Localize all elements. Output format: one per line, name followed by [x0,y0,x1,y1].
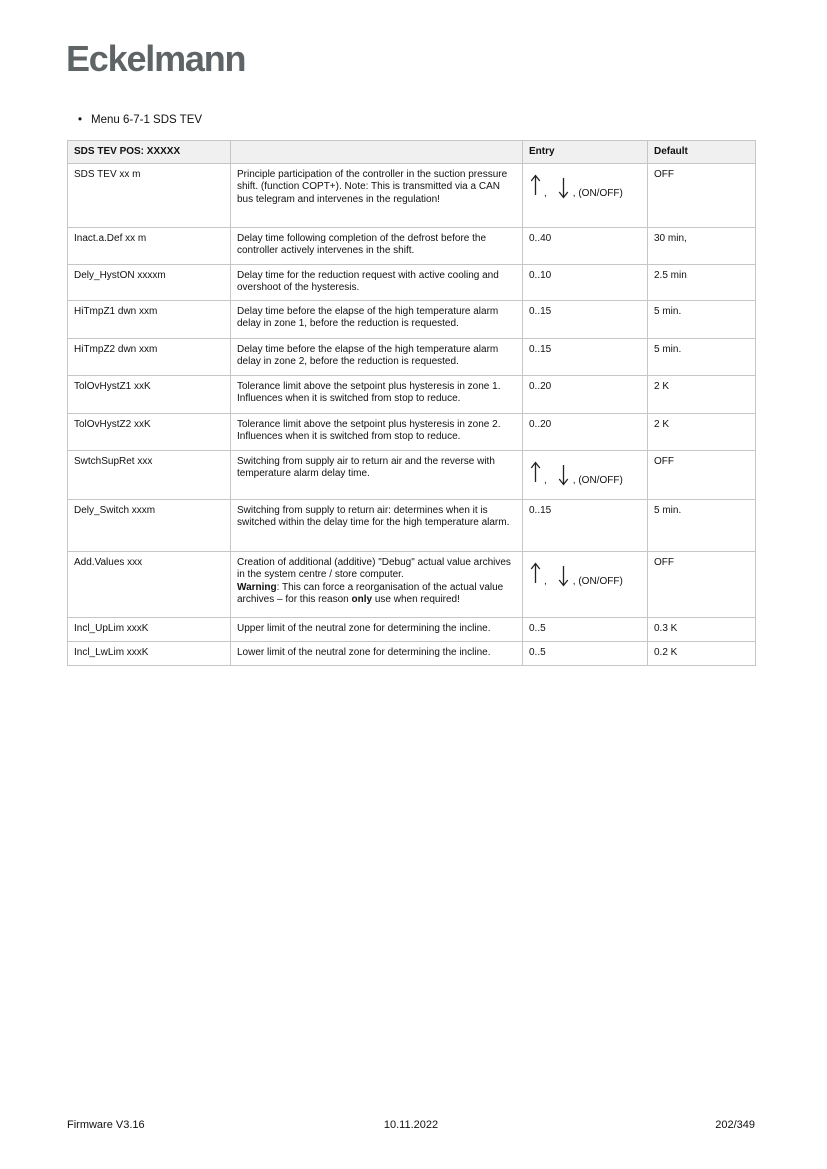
entry-cell: 0..40 [523,228,648,265]
default-cell: 5 min. [648,339,756,376]
eckelmann-logo: Eckelmann [66,38,246,79]
header-cell-empty [231,141,523,164]
description-cell: Delay time before the elapse of the high temperature alarm delay in zone 2, before the reduction is requested. [231,339,523,376]
bullet-icon: • [78,114,83,126]
default-cell: OFF [648,451,756,500]
entry-cell: 0..10 [523,265,648,301]
default-cell: 0.3 K [648,618,756,642]
description-cell: Switching from supply to return air: determines when it is switched within the delay time for the high temperature alarm. [231,500,523,552]
param-cell: Dely_HystON xxxxm [68,265,231,301]
arrow-down-icon [557,464,570,491]
description-cell: Tolerance limit above the setpoint plus hysteresis in zone 1. Influences when it is switched from stop to reduce. [231,376,523,414]
default-cell: 2.5 min [648,265,756,301]
entry-onoff-label: , (ON/OFF) [572,188,623,199]
header-cell-default: Default [648,141,756,164]
entry-comma: , [544,188,547,199]
default-cell: 5 min. [648,500,756,552]
entry-cell: 0..15 [523,339,648,376]
footer-page-number: 202/349 [715,1119,755,1131]
param-cell: Add.Values xxx [68,552,231,618]
entry-cell: 0..5 [523,618,648,642]
arrow-up-icon [529,460,542,487]
default-cell: 2 K [648,414,756,451]
description-part: use when required! [372,594,460,606]
description-cell: Delay time for the reduction request with active cooling and overshoot of the hysteresis. [231,265,523,301]
param-cell: Dely_Switch xxxm [68,500,231,552]
warning-label: Warning [237,581,277,593]
default-cell: 0.2 K [648,642,756,666]
default-cell: OFF [648,552,756,618]
description-cell: Delay time before the elapse of the high temperature alarm delay in zone 1, before the reduction is requested. [231,301,523,339]
entry-cell: 0..15 [523,301,648,339]
param-cell: SwtchSupRet xxx [68,451,231,500]
default-cell: 30 min, [648,228,756,265]
description-cell: Principle participation of the controller in the suction pressure shift. (function COPT+). Note: This is transmitted via a CAN bus telegram and intervenes in the regulation! [231,164,523,228]
menu-heading-text: Menu 6-7-1 SDS TEV [91,114,203,126]
param-cell: SDS TEV xx m [68,164,231,228]
table-row [68,301,756,339]
footer-date: 10.11.2022 [383,1119,439,1131]
header-cell-pos: SDS TEV POS: XXXXX [68,141,231,164]
table-row [68,552,756,618]
table-row [68,339,756,376]
page-footer [67,1119,755,1131]
entry-comma: , [544,576,547,587]
entry-cell: 0..15 [523,500,648,552]
entry-cell [523,552,648,618]
arrow-up-icon [529,561,542,588]
param-cell: Incl_LwLim xxxK [68,642,231,666]
description-cell: Switching from supply air to return air and the reverse with temperature alarm delay time. [231,451,523,500]
table-row [68,618,756,642]
param-cell: Incl_UpLim xxxK [68,618,231,642]
param-cell: HiTmpZ1 dwn xxm [68,301,231,339]
default-cell: OFF [648,164,756,228]
table-row [68,164,756,228]
entry-onoff-label: , (ON/OFF) [572,475,623,486]
table-row [68,265,756,301]
default-cell: 2 K [648,376,756,414]
footer-firmware-version: Firmware V3.16 [67,1119,145,1131]
entry-onoff-label: , (ON/OFF) [572,576,623,587]
entry-cell [523,451,648,500]
table-row [68,376,756,414]
description-part: : This can force a reorganisation of the actual value archives – for this reason [237,581,504,606]
arrow-down-icon [557,565,570,592]
entry-cell: 0..5 [523,642,648,666]
table-header-row [68,141,756,164]
menu-heading [78,114,202,126]
parameter-table [67,140,756,666]
arrow-down-icon [557,177,570,204]
description-part: Creation of additional (additive) "Debug" actual value archives in the system centre / store computer. [237,557,511,581]
entry-comma: , [544,475,547,486]
entry-cell: 0..20 [523,414,648,451]
table-row [68,451,756,500]
table-row [68,228,756,265]
entry-cell: 0..20 [523,376,648,414]
param-cell: HiTmpZ2 dwn xxm [68,339,231,376]
param-cell: Inact.a.Def xx m [68,228,231,265]
table-row [68,642,756,666]
param-cell: TolOvHystZ1 xxK [68,376,231,414]
description-cell: Lower limit of the neutral zone for determining the incline. [231,642,523,666]
arrow-up-icon [529,173,542,200]
description-cell [231,552,523,618]
table-row [68,414,756,451]
description-cell: Delay time following completion of the defrost before the controller actively intervenes in the shift. [231,228,523,265]
only-label: only [351,594,373,606]
param-cell: TolOvHystZ2 xxK [68,414,231,451]
table-row [68,500,756,552]
header-cell-entry: Entry [523,141,648,164]
description-cell: Tolerance limit above the setpoint plus hysteresis in zone 2. Influences when it is switched from stop to reduce. [231,414,523,451]
default-cell: 5 min. [648,301,756,339]
entry-cell [523,164,648,228]
description-cell: Upper limit of the neutral zone for determining the incline. [231,618,523,642]
